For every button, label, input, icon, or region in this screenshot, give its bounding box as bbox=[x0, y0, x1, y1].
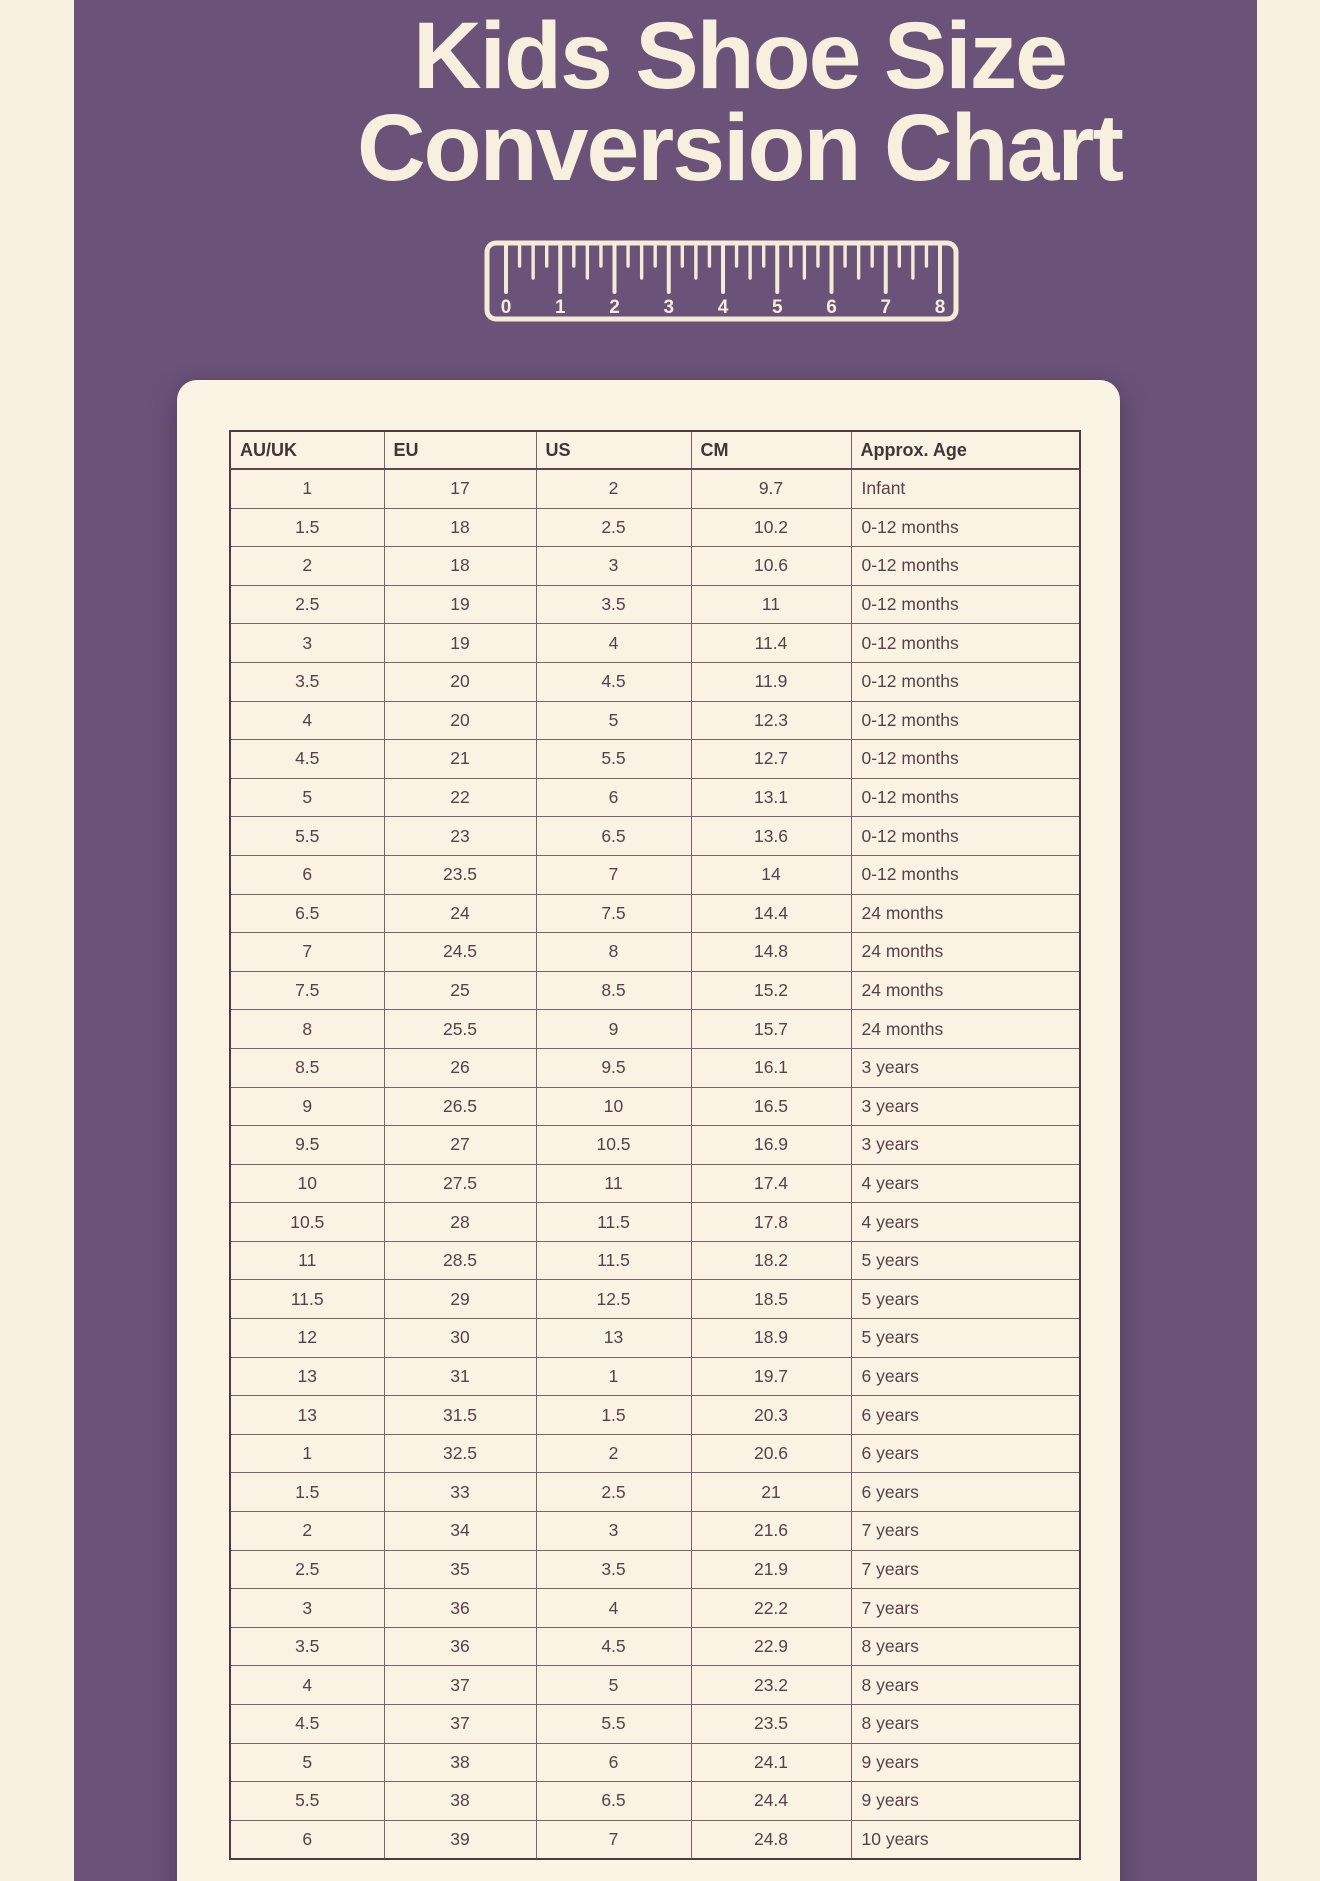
cell-au-uk: 13 bbox=[230, 1396, 384, 1435]
cell-us: 6 bbox=[536, 778, 691, 817]
cell-cm: 20.3 bbox=[691, 1396, 851, 1435]
table-row bbox=[230, 1319, 1080, 1358]
cell-au-uk: 5.5 bbox=[230, 1782, 384, 1821]
cell-cm: 24.8 bbox=[691, 1820, 851, 1859]
cell-age: 3 years bbox=[851, 1126, 1080, 1165]
table-row bbox=[230, 1627, 1080, 1666]
cell-cm: 24.1 bbox=[691, 1743, 851, 1782]
cell-cm: 14.8 bbox=[691, 933, 851, 972]
cell-eu: 27 bbox=[384, 1126, 536, 1165]
cell-cm: 10.6 bbox=[691, 547, 851, 586]
cell-age: 4 years bbox=[851, 1203, 1080, 1242]
cell-age: 8 years bbox=[851, 1666, 1080, 1705]
cell-us: 3.5 bbox=[536, 585, 691, 624]
cell-au-uk: 2 bbox=[230, 1512, 384, 1551]
cell-eu: 28 bbox=[384, 1203, 536, 1242]
cell-au-uk: 6.5 bbox=[230, 894, 384, 933]
cell-cm: 12.3 bbox=[691, 701, 851, 740]
table-row bbox=[230, 1589, 1080, 1628]
cell-age: 0-12 months bbox=[851, 817, 1080, 856]
cell-age: 7 years bbox=[851, 1512, 1080, 1551]
table-row bbox=[230, 778, 1080, 817]
cell-age: 0-12 months bbox=[851, 508, 1080, 547]
cell-cm: 18.9 bbox=[691, 1319, 851, 1358]
cell-cm: 13.6 bbox=[691, 817, 851, 856]
cell-au-uk: 7 bbox=[230, 933, 384, 972]
cell-au-uk: 2 bbox=[230, 547, 384, 586]
cell-eu: 31 bbox=[384, 1357, 536, 1396]
cell-cm: 16.5 bbox=[691, 1087, 851, 1126]
header-cell-cm: CM bbox=[691, 431, 851, 469]
cell-au-uk: 3.5 bbox=[230, 1627, 384, 1666]
cell-eu: 29 bbox=[384, 1280, 536, 1319]
cell-au-uk: 4.5 bbox=[230, 740, 384, 779]
cell-cm: 20.6 bbox=[691, 1434, 851, 1473]
cell-cm: 11 bbox=[691, 585, 851, 624]
cell-age: 3 years bbox=[851, 1087, 1080, 1126]
cell-cm: 23.2 bbox=[691, 1666, 851, 1705]
ruler-number: 4 bbox=[717, 297, 729, 318]
cell-age: 0-12 months bbox=[851, 624, 1080, 663]
cell-au-uk: 5 bbox=[230, 1743, 384, 1782]
cell-au-uk: 8.5 bbox=[230, 1048, 384, 1087]
cell-au-uk: 2.5 bbox=[230, 1550, 384, 1589]
cell-age: 10 years bbox=[851, 1820, 1080, 1859]
table-row bbox=[230, 1010, 1080, 1049]
table-row bbox=[230, 1164, 1080, 1203]
cell-cm: 15.2 bbox=[691, 971, 851, 1010]
cell-us: 5.5 bbox=[536, 740, 691, 779]
cell-cm: 22.2 bbox=[691, 1589, 851, 1628]
cell-cm: 13.1 bbox=[691, 778, 851, 817]
header-cell-eu: EU bbox=[384, 431, 536, 469]
cell-age: 5 years bbox=[851, 1280, 1080, 1319]
cell-eu: 26.5 bbox=[384, 1087, 536, 1126]
cell-eu: 18 bbox=[384, 547, 536, 586]
cell-us: 9.5 bbox=[536, 1048, 691, 1087]
table-row bbox=[230, 894, 1080, 933]
table-row bbox=[230, 701, 1080, 740]
table-row bbox=[230, 933, 1080, 972]
cell-eu: 31.5 bbox=[384, 1396, 536, 1435]
cell-eu: 18 bbox=[384, 508, 536, 547]
cell-us: 2.5 bbox=[536, 1473, 691, 1512]
table-row bbox=[230, 585, 1080, 624]
table-row bbox=[230, 547, 1080, 586]
cell-age: 24 months bbox=[851, 1010, 1080, 1049]
cell-cm: 11.9 bbox=[691, 662, 851, 701]
cell-us: 8.5 bbox=[536, 971, 691, 1010]
cell-us: 9 bbox=[536, 1010, 691, 1049]
cell-cm: 19.7 bbox=[691, 1357, 851, 1396]
title-line-1: Kids Shoe Size bbox=[412, 3, 1066, 109]
cell-us: 7 bbox=[536, 1820, 691, 1859]
cell-age: 0-12 months bbox=[851, 585, 1080, 624]
cell-us: 3 bbox=[536, 1512, 691, 1551]
cell-age: 24 months bbox=[851, 894, 1080, 933]
cell-us: 1 bbox=[536, 1357, 691, 1396]
ruler-number: 6 bbox=[826, 297, 837, 318]
cell-au-uk: 4 bbox=[230, 1666, 384, 1705]
cell-au-uk: 8 bbox=[230, 1010, 384, 1049]
table-row bbox=[230, 1280, 1080, 1319]
table-header-row bbox=[230, 431, 1080, 469]
cell-age: 7 years bbox=[851, 1550, 1080, 1589]
cell-age: 4 years bbox=[851, 1164, 1080, 1203]
cell-au-uk: 11 bbox=[230, 1241, 384, 1280]
cell-eu: 36 bbox=[384, 1627, 536, 1666]
cell-eu: 24.5 bbox=[384, 933, 536, 972]
cell-cm: 21.9 bbox=[691, 1550, 851, 1589]
cell-eu: 20 bbox=[384, 701, 536, 740]
cell-us: 3.5 bbox=[536, 1550, 691, 1589]
table-row bbox=[230, 662, 1080, 701]
cell-us: 5.5 bbox=[536, 1705, 691, 1744]
cell-cm: 17.4 bbox=[691, 1164, 851, 1203]
cell-age: 8 years bbox=[851, 1627, 1080, 1666]
cell-cm: 14 bbox=[691, 855, 851, 894]
cell-au-uk: 7.5 bbox=[230, 971, 384, 1010]
table-row bbox=[230, 1434, 1080, 1473]
cell-eu: 34 bbox=[384, 1512, 536, 1551]
cell-us: 4 bbox=[536, 624, 691, 663]
cell-age: 0-12 months bbox=[851, 662, 1080, 701]
cell-age: 6 years bbox=[851, 1434, 1080, 1473]
cell-cm: 10.2 bbox=[691, 508, 851, 547]
cell-au-uk: 4 bbox=[230, 701, 384, 740]
cell-eu: 19 bbox=[384, 585, 536, 624]
cell-age: 0-12 months bbox=[851, 778, 1080, 817]
cell-us: 6.5 bbox=[536, 817, 691, 856]
cell-au-uk: 4.5 bbox=[230, 1705, 384, 1744]
cell-age: 7 years bbox=[851, 1589, 1080, 1628]
cell-au-uk: 6 bbox=[230, 1820, 384, 1859]
cell-cm: 16.9 bbox=[691, 1126, 851, 1165]
cell-eu: 22 bbox=[384, 778, 536, 817]
cell-age: 9 years bbox=[851, 1782, 1080, 1821]
cell-cm: 16.1 bbox=[691, 1048, 851, 1087]
cell-us: 4.5 bbox=[536, 662, 691, 701]
cell-au-uk: 10 bbox=[230, 1164, 384, 1203]
table-row bbox=[230, 1743, 1080, 1782]
table-row bbox=[230, 624, 1080, 663]
cell-eu: 24 bbox=[384, 894, 536, 933]
cell-us: 4 bbox=[536, 1589, 691, 1628]
cell-us: 8 bbox=[536, 933, 691, 972]
cell-eu: 38 bbox=[384, 1782, 536, 1821]
cell-age: 5 years bbox=[851, 1241, 1080, 1280]
cell-eu: 35 bbox=[384, 1550, 536, 1589]
cell-age: 24 months bbox=[851, 971, 1080, 1010]
cell-cm: 11.4 bbox=[691, 624, 851, 663]
cell-eu: 25 bbox=[384, 971, 536, 1010]
cell-eu: 28.5 bbox=[384, 1241, 536, 1280]
cell-us: 2 bbox=[536, 1434, 691, 1473]
cell-us: 7 bbox=[536, 855, 691, 894]
header-cell-us: US bbox=[536, 431, 691, 469]
cell-au-uk: 2.5 bbox=[230, 585, 384, 624]
cell-eu: 36 bbox=[384, 1589, 536, 1628]
table-row bbox=[230, 1550, 1080, 1589]
table-row bbox=[230, 1473, 1080, 1512]
cell-au-uk: 6 bbox=[230, 855, 384, 894]
table-row bbox=[230, 508, 1080, 547]
table-row bbox=[230, 1396, 1080, 1435]
cell-age: 3 years bbox=[851, 1048, 1080, 1087]
cell-au-uk: 1.5 bbox=[230, 1473, 384, 1512]
cell-au-uk: 9 bbox=[230, 1087, 384, 1126]
cell-eu: 33 bbox=[384, 1473, 536, 1512]
cell-eu: 39 bbox=[384, 1820, 536, 1859]
cell-us: 6 bbox=[536, 1743, 691, 1782]
header-cell-au-uk: AU/UK bbox=[230, 431, 384, 469]
cell-age: 0-12 months bbox=[851, 855, 1080, 894]
ruler-graphic bbox=[484, 240, 959, 322]
cell-age: 6 years bbox=[851, 1473, 1080, 1512]
table-row bbox=[230, 971, 1080, 1010]
table-row bbox=[230, 1203, 1080, 1242]
cell-us: 10.5 bbox=[536, 1126, 691, 1165]
cell-eu: 38 bbox=[384, 1743, 536, 1782]
cell-age: 9 years bbox=[851, 1743, 1080, 1782]
cell-au-uk: 1 bbox=[230, 1434, 384, 1473]
cell-au-uk: 3.5 bbox=[230, 662, 384, 701]
cell-cm: 18.5 bbox=[691, 1280, 851, 1319]
cell-us: 5 bbox=[536, 701, 691, 740]
cell-eu: 19 bbox=[384, 624, 536, 663]
cell-eu: 23.5 bbox=[384, 855, 536, 894]
cell-au-uk: 3 bbox=[230, 624, 384, 663]
cell-age: 0-12 months bbox=[851, 740, 1080, 779]
chart-card bbox=[177, 380, 1120, 1881]
cell-age: 6 years bbox=[851, 1396, 1080, 1435]
ruler-number: 2 bbox=[609, 297, 620, 318]
cell-cm: 23.5 bbox=[691, 1705, 851, 1744]
ruler-number: 5 bbox=[771, 297, 783, 318]
cell-cm: 24.4 bbox=[691, 1782, 851, 1821]
cell-au-uk: 10.5 bbox=[230, 1203, 384, 1242]
ruler-number: 0 bbox=[500, 297, 512, 318]
cell-us: 11.5 bbox=[536, 1203, 691, 1242]
cell-us: 1.5 bbox=[536, 1396, 691, 1435]
cell-au-uk: 13 bbox=[230, 1357, 384, 1396]
table-row bbox=[230, 469, 1080, 508]
cell-age: 8 years bbox=[851, 1705, 1080, 1744]
cell-eu: 27.5 bbox=[384, 1164, 536, 1203]
table-row bbox=[230, 1048, 1080, 1087]
cell-us: 7.5 bbox=[536, 894, 691, 933]
cell-eu: 23 bbox=[384, 817, 536, 856]
cell-us: 11 bbox=[536, 1164, 691, 1203]
cell-au-uk: 12 bbox=[230, 1319, 384, 1358]
cell-age: Infant bbox=[851, 469, 1080, 508]
cell-cm: 15.7 bbox=[691, 1010, 851, 1049]
cell-cm: 9.7 bbox=[691, 469, 851, 508]
cell-us: 6.5 bbox=[536, 1782, 691, 1821]
cell-eu: 17 bbox=[384, 469, 536, 508]
cell-cm: 14.4 bbox=[691, 894, 851, 933]
cell-age: 0-12 months bbox=[851, 547, 1080, 586]
ruler-number: 7 bbox=[880, 297, 892, 318]
ruler-number: 8 bbox=[934, 297, 946, 318]
cell-eu: 30 bbox=[384, 1319, 536, 1358]
cell-au-uk: 3 bbox=[230, 1589, 384, 1628]
cell-eu: 37 bbox=[384, 1705, 536, 1744]
table-row bbox=[230, 1087, 1080, 1126]
table-row bbox=[230, 1241, 1080, 1280]
cell-us: 10 bbox=[536, 1087, 691, 1126]
page-title bbox=[148, 3, 1320, 202]
cell-au-uk: 9.5 bbox=[230, 1126, 384, 1165]
table-row bbox=[230, 1666, 1080, 1705]
ruler-icon bbox=[484, 240, 959, 322]
cell-us: 3 bbox=[536, 547, 691, 586]
cell-au-uk: 5 bbox=[230, 778, 384, 817]
table-row bbox=[230, 740, 1080, 779]
cell-us: 5 bbox=[536, 1666, 691, 1705]
cell-us: 2.5 bbox=[536, 508, 691, 547]
cell-us: 12.5 bbox=[536, 1280, 691, 1319]
cell-us: 11.5 bbox=[536, 1241, 691, 1280]
table-row bbox=[230, 1357, 1080, 1396]
cell-us: 13 bbox=[536, 1319, 691, 1358]
cell-eu: 32.5 bbox=[384, 1434, 536, 1473]
table-row bbox=[230, 1126, 1080, 1165]
cell-age: 0-12 months bbox=[851, 701, 1080, 740]
cell-au-uk: 11.5 bbox=[230, 1280, 384, 1319]
ruler-number: 1 bbox=[554, 297, 566, 318]
conversion-table bbox=[229, 430, 1081, 1860]
cell-eu: 37 bbox=[384, 1666, 536, 1705]
cell-cm: 17.8 bbox=[691, 1203, 851, 1242]
table-row bbox=[230, 1820, 1080, 1859]
table-row bbox=[230, 1705, 1080, 1744]
cell-eu: 21 bbox=[384, 740, 536, 779]
cell-cm: 18.2 bbox=[691, 1241, 851, 1280]
cell-cm: 21.6 bbox=[691, 1512, 851, 1551]
cell-eu: 20 bbox=[384, 662, 536, 701]
table-row bbox=[230, 1782, 1080, 1821]
cell-au-uk: 1.5 bbox=[230, 508, 384, 547]
cell-au-uk: 1 bbox=[230, 469, 384, 508]
cell-eu: 26 bbox=[384, 1048, 536, 1087]
table-row bbox=[230, 855, 1080, 894]
header-cell-age: Approx. Age bbox=[851, 431, 1080, 469]
cell-age: 5 years bbox=[851, 1319, 1080, 1358]
cell-us: 2 bbox=[536, 469, 691, 508]
table-row bbox=[230, 1512, 1080, 1551]
ruler-number: 3 bbox=[663, 297, 675, 318]
cell-cm: 22.9 bbox=[691, 1627, 851, 1666]
cell-us: 4.5 bbox=[536, 1627, 691, 1666]
cell-cm: 12.7 bbox=[691, 740, 851, 779]
title-line-2: Conversion Chart bbox=[356, 95, 1123, 202]
cell-age: 6 years bbox=[851, 1357, 1080, 1396]
cell-eu: 25.5 bbox=[384, 1010, 536, 1049]
cell-cm: 21 bbox=[691, 1473, 851, 1512]
cell-au-uk: 5.5 bbox=[230, 817, 384, 856]
cell-age: 24 months bbox=[851, 933, 1080, 972]
table-row bbox=[230, 817, 1080, 856]
